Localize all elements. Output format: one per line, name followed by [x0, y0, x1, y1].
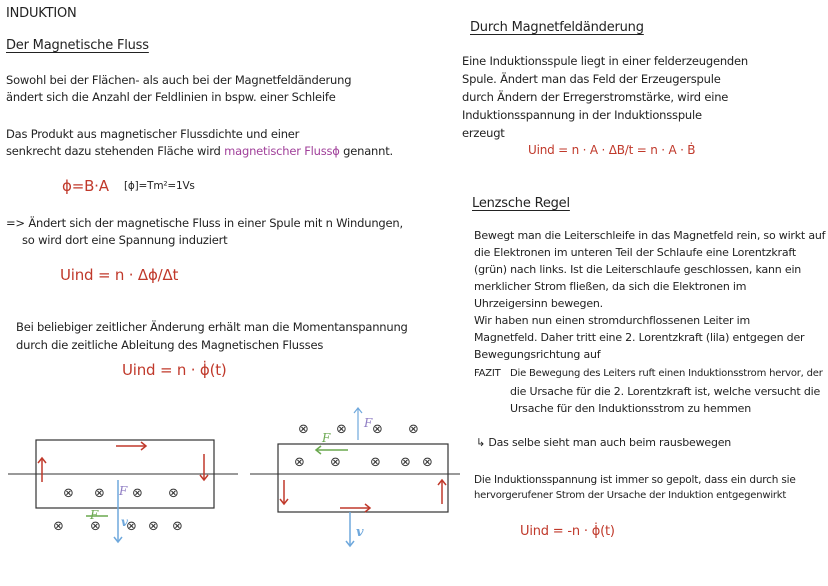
field-into-page-icon: ⊗: [294, 455, 305, 470]
text-segment: senkrecht dazu stehenden Fläche wird: [6, 144, 221, 158]
lorentz-force-2-label: F: [364, 416, 373, 430]
text-line: Wir haben nun einen stromdurchflossenen Leiter im: [474, 314, 751, 327]
text-line: erzeugt: [462, 126, 505, 140]
text-line: durch die zeitliche Ableitung des Magnetischen Flusses: [16, 338, 324, 352]
induction-diagram-exiting: [250, 400, 460, 552]
fazit-label: FAZIT: [474, 368, 501, 379]
field-into-page-icon: ⊗: [330, 455, 341, 470]
induction-diagram-entering: [8, 400, 238, 550]
field-into-page-icon: ⊗: [422, 455, 433, 470]
text-line: Uhrzeigersinn bewegen.: [474, 297, 603, 310]
field-into-page-icon: ⊗: [370, 455, 381, 470]
field-into-page-icon: ⊗: [336, 422, 347, 437]
field-into-page-icon: ⊗: [53, 519, 64, 534]
text-line: hervorgerufener Strom der Ursache der Induktion entgegenwirkt: [474, 490, 787, 501]
text-line: Induktionsspannung in der Induktionsspule: [462, 108, 702, 122]
section-heading-flux: Der Magnetische Fluss: [6, 38, 149, 53]
field-into-page-icon: ⊗: [148, 519, 159, 534]
velocity-label: v: [356, 525, 364, 540]
field-into-page-icon: ⊗: [168, 486, 179, 501]
highlight-term: magnetischer Flussϕ: [224, 144, 340, 158]
text-line: Die Induktionsspannung ist immer so gepolt, dass ein durch sie: [474, 474, 796, 486]
field-into-page-icon: ⊗: [400, 455, 411, 470]
text-line: ↳ Das selbe sieht man auch beim rausbewegen: [476, 436, 732, 449]
text-line: Bei beliebiger zeitlicher Änderung erhält man die Momentanspannung: [16, 320, 408, 334]
text-line: Bewegungsrichtung auf: [474, 348, 601, 361]
text-line: => Ändert sich der magnetische Fluss in einer Spule mit n Windungen,: [6, 216, 403, 230]
formula-unit: [ϕ]=Tm²=1Vs: [124, 180, 195, 192]
lorentz-force-1-label: F: [322, 431, 331, 445]
lorentz-force-2-label: F: [119, 484, 128, 498]
field-into-page-icon: ⊗: [298, 422, 309, 437]
formula-lenz: Uind = -n · ϕ̇(t): [520, 524, 615, 539]
text-line: Die Bewegung des Leiters ruft einen Induktionsstrom hervor, der: [510, 368, 823, 379]
section-heading-lenz: Lenzsche Regel: [472, 196, 570, 211]
field-into-page-icon: ⊗: [90, 519, 101, 534]
field-into-page-icon: ⊗: [63, 486, 74, 501]
text-line: merklicher Strom fließen, da sich die Elektronen im: [474, 280, 747, 293]
text-line: Magnetfeld. Daher tritt eine 2. Lorentzkraft (lila) entgegen der: [474, 331, 805, 344]
field-into-page-icon: ⊗: [372, 422, 383, 437]
page-title: INDUKTION: [6, 6, 77, 21]
text-line: durch Ändern der Erregerstromstärke, wird eine: [462, 90, 729, 104]
velocity-label: v: [121, 515, 128, 529]
text-line: Sowohl bei der Flächen- als auch bei der Magnetfeldänderung: [6, 73, 352, 87]
text-line: die Ursache für die 2. Lorentzkraft ist, welche versucht die: [510, 385, 821, 398]
text-line: Spule. Ändert man das Feld der Erzeugerspule: [462, 72, 721, 86]
lorentz-force-1-label: F: [90, 508, 99, 522]
formula-uind-field: Uind = n · A · ΔB/t = n · A · Ḃ: [528, 143, 696, 157]
text-segment: genannt.: [343, 144, 393, 158]
formula-uind-delta: Uind = n · Δϕ/Δt: [60, 266, 179, 284]
text-line: so wird dort eine Spannung induziert: [22, 233, 228, 247]
formula-uind-derivative: Uind = n · ϕ̇(t): [122, 361, 227, 379]
formula-flux: ϕ=B·A: [62, 177, 109, 195]
text-line: die Elektronen im unteren Teil der Schlaufe eine Lorentzkraft: [474, 246, 796, 259]
text-line: Eine Induktionsspule liegt in einer felderzeugenden: [462, 54, 748, 68]
text-line: [6, 144, 393, 158]
field-into-page-icon: ⊗: [132, 486, 143, 501]
field-into-page-icon: ⊗: [408, 422, 419, 437]
text-line: (grün) nach links. Ist die Leiterschlaufe geschlossen, kann ein: [474, 263, 802, 276]
section-heading-field-change: Durch Magnetfeldänderung: [470, 20, 644, 35]
text-line: Das Produkt aus magnetischer Flussdichte und einer: [6, 127, 300, 141]
field-into-page-icon: ⊗: [172, 519, 183, 534]
text-line: Ursache für den Induktionsstrom zu hemmen: [510, 402, 751, 415]
text-line: Bewegt man die Leiterschleife in das Magnetfeld rein, so wirkt auf: [474, 229, 826, 242]
field-into-page-icon: ⊗: [126, 519, 137, 534]
text-line: ändert sich die Anzahl der Feldlinien in bspw. einer Schleife: [6, 90, 336, 104]
field-into-page-icon: ⊗: [94, 486, 105, 501]
